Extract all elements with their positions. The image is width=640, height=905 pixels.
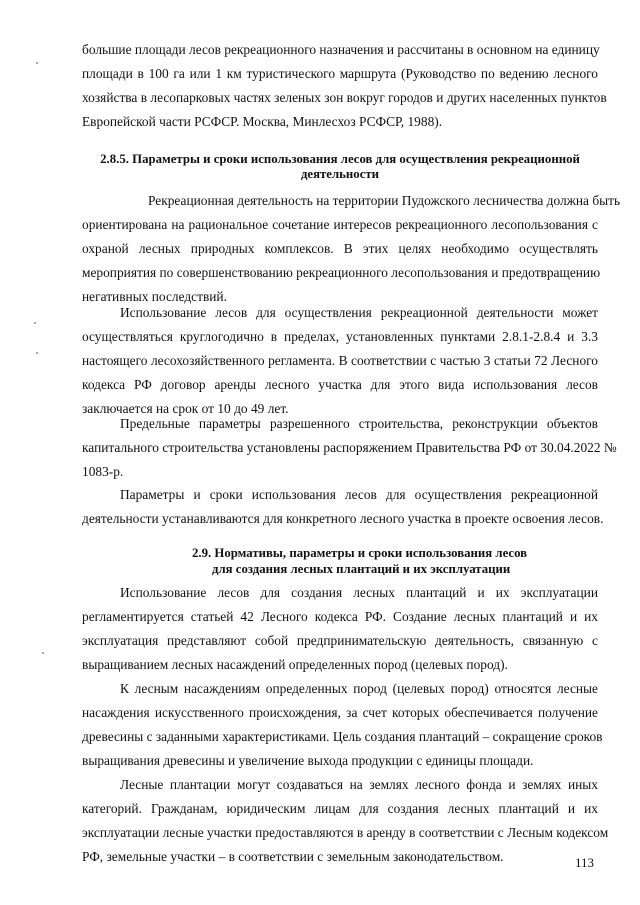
intro-line: площади в 100 га или 1 км туристического маршрута (Руководство по ведению лесного bbox=[82, 66, 598, 81]
paragraph-line: негативных последствий. bbox=[82, 289, 227, 304]
section-heading-line: деятельности bbox=[300, 167, 380, 181]
paragraph-line: выращиванием лесных насаждений определенных пород (целевых пород). bbox=[82, 657, 508, 672]
paragraph-line: деятельности устанавливаются для конкретного лесного участка в проекте освоения лесов. bbox=[82, 511, 604, 526]
paragraph-line: Использование лесов для создания лесных плантаций и их эксплуатации bbox=[120, 585, 598, 600]
paragraph-line: древесины с заданными характеристиками. Цель создания плантаций – сокращение сроков bbox=[82, 729, 603, 744]
paragraph-line: ориентирована на рациональное сочетание интересов рекреационного лесопользования с bbox=[82, 217, 598, 232]
scan-speck bbox=[36, 352, 38, 354]
paragraph-line: Параметры и сроки использования лесов для осуществления рекреационной bbox=[120, 487, 598, 502]
paragraph-line: заключается на срок от 10 до 49 лет. bbox=[82, 401, 289, 416]
scan-speck bbox=[42, 652, 44, 654]
paragraph-line: капитального строительства установлены распоряжением Правительства РФ от 30.04.2022 № bbox=[82, 440, 617, 455]
paragraph-line: кодекса РФ договор аренды лесного участка для этого вида использования лесов bbox=[82, 377, 598, 392]
paragraph-line: РФ, земельные участки – в соответствии с земельным законодательством. bbox=[82, 849, 504, 864]
paragraph-line: 1083-р. bbox=[82, 464, 124, 479]
section-heading-line: для создания лесных плантаций и их эксплуатации bbox=[212, 562, 511, 576]
paragraph-line: эксплуатации лесные участки предоставляются в аренду в соответствии с Лесным кодексом bbox=[82, 825, 609, 840]
intro-line: хозяйства в лесопарковых частях зеленых зон вокруг городов и других населенных пунктов bbox=[82, 90, 607, 105]
paragraph-line: насаждения искусственного происхождения, за счет которых обеспечивается получение bbox=[82, 705, 598, 720]
scan-speck bbox=[36, 62, 38, 64]
paragraph-line: Предельные параметры разрешенного строительства, реконструкции объектов bbox=[120, 416, 598, 431]
paragraph-line: эксплуатация представляют собой предпринимательскую деятельность, связанную с bbox=[82, 633, 598, 648]
paragraph-line: Рекреационная деятельность на территории Пудожского лесничества должна быть bbox=[148, 193, 621, 208]
paragraph-line: регламентируется статьей 42 Лесного кодекса РФ. Создание лесных плантаций и их bbox=[82, 609, 598, 624]
paragraph-line: охраной лесных природных комплексов. В этих целях необходимо осуществлять bbox=[82, 241, 598, 256]
paragraph-line: осуществляться круглогодично в пределах, установленных пунктами 2.8.1-2.8.4 и 3.3 bbox=[82, 329, 598, 344]
page-number: 113 bbox=[575, 855, 595, 870]
paragraph-line: настоящего лесохозяйственного регламента. В соответствии с частью 3 статьи 72 Лесного bbox=[82, 353, 598, 368]
intro-line: Европейской части РСФСР. Москва, Минлесхоз РСФСР, 1988). bbox=[82, 114, 443, 129]
paragraph-line: выращивания древесины и увеличение выхода продукции с единицы площади. bbox=[82, 753, 534, 768]
paragraph-line: мероприятия по совершенствованию рекреационного лесопользования и предотвращению bbox=[82, 265, 601, 280]
section-heading-line: 2.9. Нормативы, параметры и сроки использования лесов bbox=[192, 546, 528, 560]
paragraph-line: Лесные плантации могут создаваться на землях лесного фонда и землях иных bbox=[120, 777, 598, 792]
paragraph-line: категорий. Гражданам, юридическим лицам для создания лесных плантаций и их bbox=[82, 801, 598, 816]
intro-line: большие площади лесов рекреационного назначения и рассчитаны в основном на единицу bbox=[82, 42, 600, 57]
scan-speck bbox=[34, 322, 36, 324]
paragraph-line: Использование лесов для осуществления рекреационной деятельности может bbox=[120, 305, 598, 320]
paragraph-line: К лесным насаждениям определенных пород (целевых пород) относятся лесные bbox=[120, 681, 598, 696]
section-heading-line: 2.8.5. Параметры и сроки использования лесов для осуществления рекреационной bbox=[100, 152, 580, 166]
